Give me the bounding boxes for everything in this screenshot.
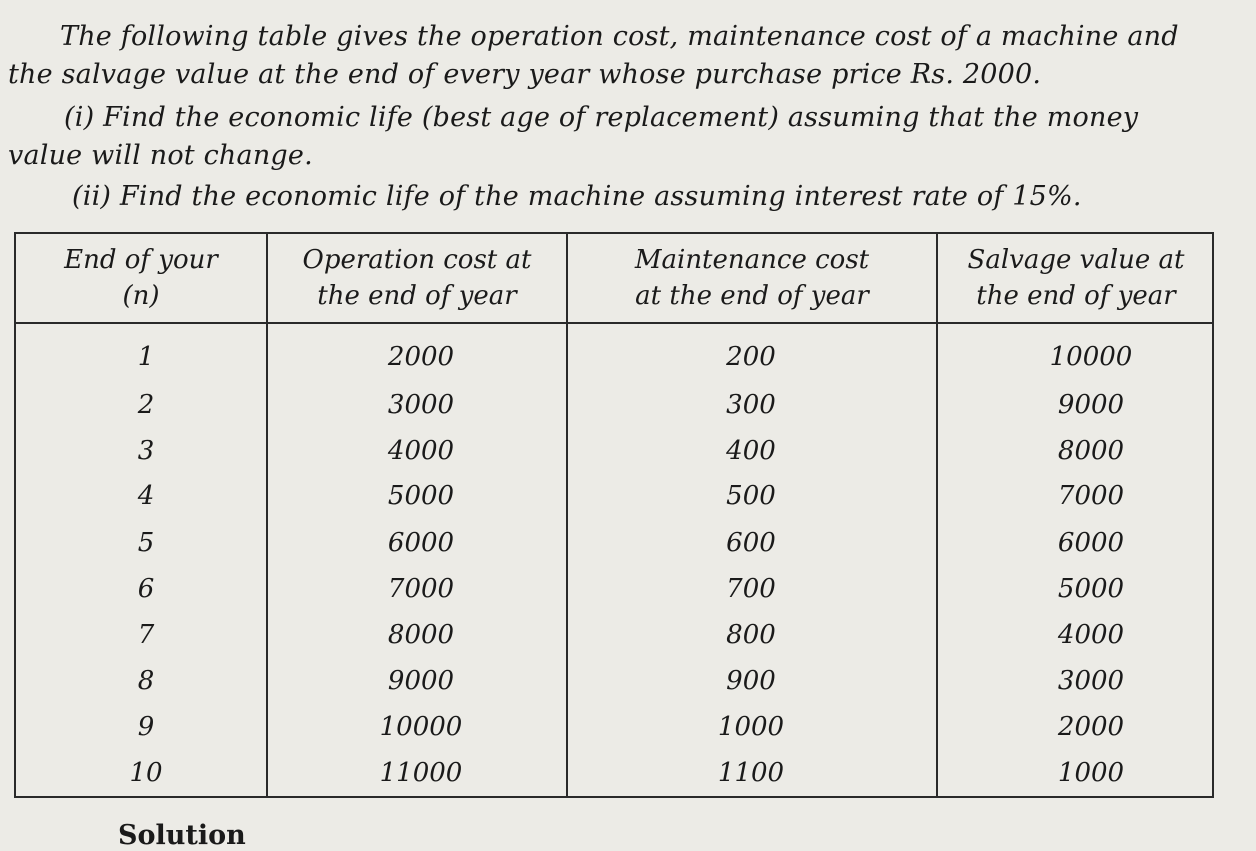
cell-year: 9 — [137, 712, 155, 742]
header-operation-line2: the end of year — [317, 281, 517, 311]
cell-year: 8 — [137, 666, 155, 696]
cell-year: 10 — [129, 758, 163, 788]
part-i-paragraph: (i) Find the economic life (best age of replacement) assuming that the money value will not change. — [8, 102, 1139, 171]
cell-salvage-value: 10000 — [1049, 342, 1133, 372]
cell-operation-cost: 2000 — [387, 342, 455, 372]
header-year-line1: End of your — [64, 245, 218, 275]
cell-maintenance-cost: 1000 — [717, 712, 785, 742]
cell-maintenance-cost: 700 — [726, 574, 776, 604]
cell-salvage-value: 8000 — [1057, 436, 1125, 466]
cell-year: 2 — [137, 390, 155, 420]
intro-paragraph: The following table gives the operation cost, maintenance cost of a machine and the salvage value at the end of every year whose purchase price Rs. 2000. — [8, 21, 1179, 90]
column-divider — [936, 234, 938, 796]
cell-salvage-value: 4000 — [1057, 620, 1125, 650]
header-maintenance-line1: Maintenance cost — [634, 245, 870, 275]
cell-salvage-value: 9000 — [1057, 390, 1125, 420]
cell-operation-cost: 8000 — [387, 620, 455, 650]
column-divider — [566, 234, 568, 796]
cell-salvage-value: 7000 — [1057, 481, 1125, 511]
cell-operation-cost: 5000 — [387, 481, 455, 511]
cell-year: 3 — [137, 436, 155, 466]
solution-heading: Solution — [118, 820, 246, 851]
cell-operation-cost: 10000 — [379, 712, 463, 742]
column-divider — [266, 234, 268, 796]
header-salvage-value — [938, 242, 1214, 314]
cell-year: 1 — [137, 342, 155, 372]
cell-maintenance-cost: 1100 — [717, 758, 785, 788]
cell-year: 4 — [137, 481, 155, 511]
cell-salvage-value: 3000 — [1057, 666, 1125, 696]
cell-maintenance-cost: 300 — [726, 390, 776, 420]
cell-year: 6 — [137, 574, 155, 604]
header-year — [16, 242, 266, 314]
cell-salvage-value: 1000 — [1057, 758, 1125, 788]
cell-maintenance-cost: 800 — [726, 620, 776, 650]
cell-operation-cost: 3000 — [387, 390, 455, 420]
cell-salvage-value: 2000 — [1057, 712, 1125, 742]
cell-maintenance-cost: 500 — [726, 481, 776, 511]
cell-salvage-value: 5000 — [1057, 574, 1125, 604]
cell-year: 5 — [137, 528, 155, 558]
cell-operation-cost: 6000 — [387, 528, 455, 558]
cell-operation-cost: 11000 — [379, 758, 463, 788]
header-maintenance-line2: at the end of year — [635, 281, 869, 311]
cell-year: 7 — [137, 620, 155, 650]
cell-maintenance-cost: 200 — [726, 342, 776, 372]
cell-operation-cost: 7000 — [387, 574, 455, 604]
cell-operation-cost: 9000 — [387, 666, 455, 696]
header-divider — [16, 322, 1212, 324]
cost-table — [14, 232, 1214, 798]
cell-maintenance-cost: 600 — [726, 528, 776, 558]
part-ii-paragraph: (ii) Find the economic life of the machine assuming interest rate of 15%. — [72, 181, 1082, 212]
cell-operation-cost: 4000 — [387, 436, 455, 466]
cell-maintenance-cost: 400 — [726, 436, 776, 466]
header-operation-line1: Operation cost at — [302, 245, 532, 275]
header-year-line2: (n) — [122, 281, 160, 311]
header-maintenance-cost — [568, 242, 936, 314]
cell-salvage-value: 6000 — [1057, 528, 1125, 558]
cell-maintenance-cost: 900 — [726, 666, 776, 696]
header-operation-cost — [268, 242, 566, 314]
header-salvage-line2: the end of year — [976, 281, 1176, 311]
header-salvage-line1: Salvage value at — [967, 245, 1185, 275]
